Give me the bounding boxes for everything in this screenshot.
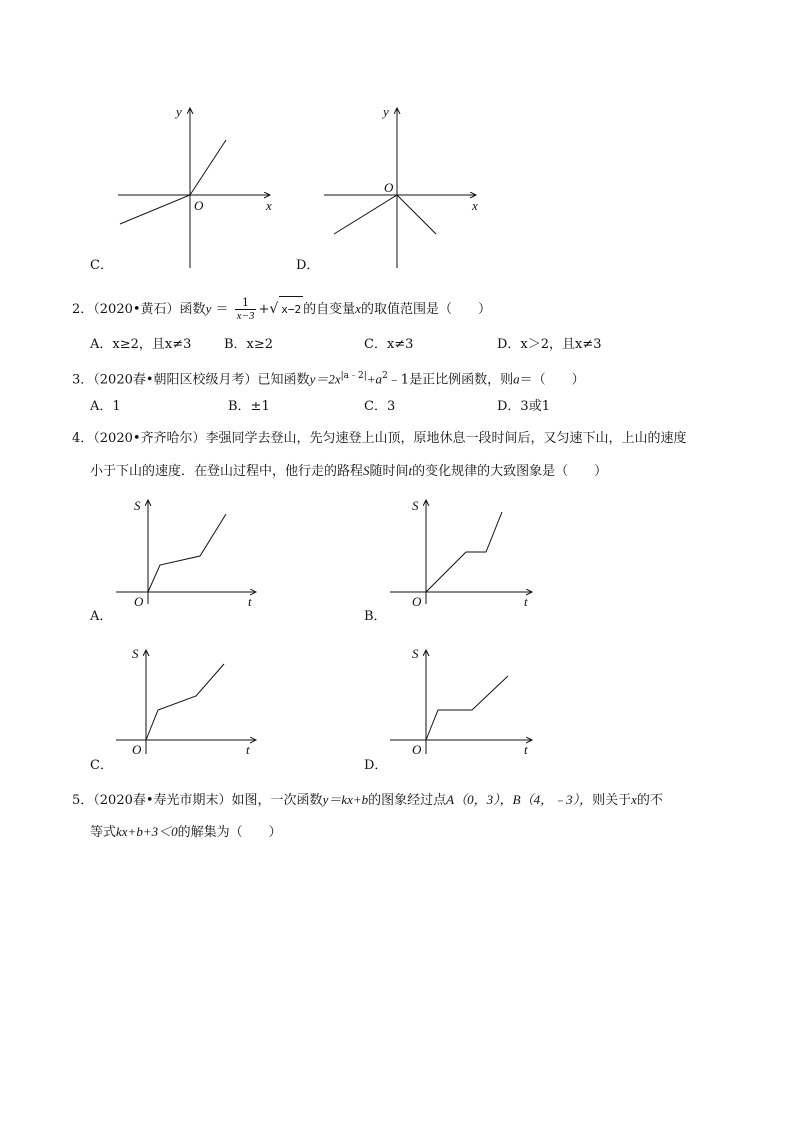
origin-label: O [132,742,142,757]
question-2: 2．（2020•黄石）函数y ＝ $\frac{1}{x-3}$ +√ x−2 的自变量x的取值范围是（ ） [72,296,491,322]
q3-option-c[interactable]: C．3 [364,399,396,414]
q4-graph-d [386,642,546,760]
square-root: x−2 [279,296,303,323]
q3-option-a[interactable]: A．1 [90,399,121,414]
origin-label: O [412,742,422,757]
origin-label: O [194,198,204,213]
x-axis-label: x [472,198,478,213]
q2-option-c[interactable]: C．x≠3 [364,337,414,352]
question-number: 2． [72,302,94,317]
q4-graph-b [386,492,546,610]
distance-curve [148,514,226,592]
graph-option-c [110,100,280,272]
s-axis-label: S [132,646,139,661]
q4-graph-a [110,492,270,610]
question-4-line-2: 小于下山的速度．在登山过程中，他行走的路程S随时间t的变化规律的大致图象是（ ） [90,463,608,479]
q4-option-a-label[interactable]: A． [90,609,113,624]
q4-graph-c [110,642,270,760]
question-source: （2020春•朝阳区校级月考） [93,372,258,388]
distance-curve [426,512,502,592]
x-axis-label: x [266,198,272,213]
q2-option-b[interactable]: B．x≥2 [224,337,274,352]
question-number: 3． [72,372,94,388]
question-source: （2020•黄石） [93,302,180,317]
origin-label: O [384,180,394,195]
q2-option-d[interactable]: D．x＞2，且x≠3 [497,337,602,352]
question-number: 5． [72,793,94,808]
graph-option-d [318,100,488,272]
q4-option-c-label[interactable]: C． [90,758,113,773]
question-source: （2020春•寿光市期末） [93,793,232,808]
origin-label: O [134,594,144,609]
q4-option-b-label[interactable]: B． [364,609,387,624]
q4-option-d-label[interactable]: D． [364,758,388,773]
s-axis-label: S [412,646,419,661]
fraction: $\frac{1}{x-3}$ [236,296,255,322]
function-line [334,195,436,234]
q2-option-a[interactable]: A．x≥2，且x≠3 [90,337,192,352]
option-c-label: C． [90,258,113,273]
s-axis-label: S [412,498,419,513]
t-axis-label: t [248,594,252,609]
s-axis-label: S [134,498,141,513]
y-axis-label: y [176,104,182,119]
question-source: （2020•齐齐哈尔） [93,431,206,446]
question-3: 3．（2020春•朝阳区校级月考）已知函数$y=2x^{|a﹣2|}+a^2﹣1$是正比例函数，则a＝（ ） [72,371,585,388]
t-axis-label: t [524,742,528,757]
question-5-line-2: 等式kx+b+3＜0的解集为（ ） [90,824,282,840]
option-d-label: D． [296,258,320,273]
t-axis-label: t [246,742,250,757]
distance-curve [426,676,508,740]
function-line [120,140,226,224]
origin-label: O [412,594,422,609]
y-axis-label: y [383,104,389,119]
distance-curve [146,664,224,740]
question-number: 4． [72,431,94,446]
q3-option-b[interactable]: B．±1 [228,399,270,414]
q3-option-d[interactable]: D．3或1 [497,399,550,414]
question-5-line-1: 5．（2020春•寿光市期末）如图，一次函数y＝kx+b的图象经过点A（0，3），B（4，﹣3），则关于x的不 [72,792,663,808]
t-axis-label: t [524,594,528,609]
question-4-line-1: 4．（2020•齐齐哈尔）李强同学去登山，先匀速登上山顶，原地休息一段时间后，又匀速下山，上山的速度 [72,431,687,446]
